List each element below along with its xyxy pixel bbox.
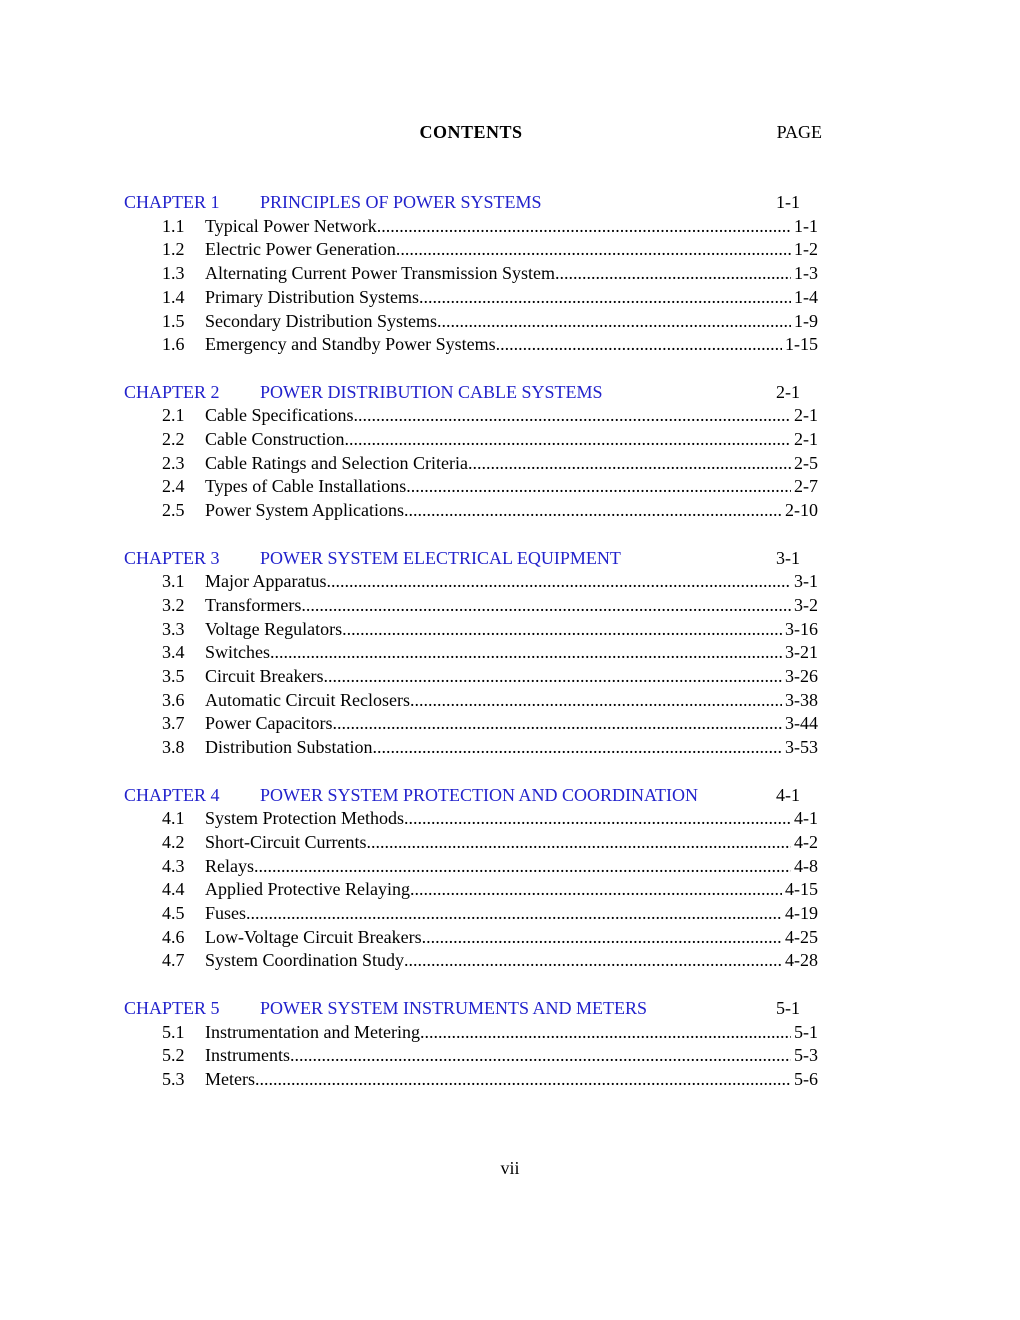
dot-leader (344, 428, 791, 452)
section-number: 3.6 (162, 689, 185, 710)
section-title: Applied Protective Relaying (205, 879, 410, 900)
chapter-page-number: 2-1 (776, 381, 800, 402)
toc-chapter-heading (124, 381, 818, 405)
toc-entry (124, 736, 818, 760)
dot-leader (404, 499, 782, 523)
section-number: 3.2 (162, 594, 185, 615)
toc-entry (124, 902, 818, 926)
toc-chapter-block (124, 547, 818, 760)
page-number: 1-3 (794, 263, 818, 284)
toc-entry (124, 286, 818, 310)
toc-chapter-block (124, 997, 818, 1092)
page-number: 2-5 (794, 452, 818, 473)
section-title: Power Capacitors (205, 713, 333, 734)
dot-leader (342, 618, 782, 642)
section-title: Instrumentation and Metering (205, 1021, 420, 1042)
toc-entry (124, 475, 818, 499)
page-number: 3-38 (785, 689, 818, 710)
section-title: Cable Construction (205, 429, 345, 450)
page-number: 1-1 (794, 215, 818, 236)
section-number: 4.5 (162, 903, 185, 924)
section-number: 5.1 (162, 1021, 185, 1042)
page-number: 1-2 (794, 239, 818, 260)
toc-entry (124, 238, 818, 262)
page-number: 3-2 (794, 594, 818, 615)
toc-entry (124, 428, 818, 452)
chapter-page-number: 3-1 (776, 547, 800, 568)
section-number: 1.6 (162, 334, 185, 355)
toc-entry (124, 1021, 818, 1045)
chapter-title[interactable]: PRINCIPLES OF POWER SYSTEMS (260, 192, 542, 212)
page-number: 3-53 (785, 737, 818, 758)
dot-leader (377, 215, 791, 239)
dot-leader (404, 807, 791, 831)
dot-leader (254, 855, 791, 879)
dot-leader (373, 736, 782, 760)
dot-leader (270, 641, 782, 665)
toc-entry (124, 878, 818, 902)
section-number: 1.3 (162, 263, 185, 284)
section-number: 1.2 (162, 239, 185, 260)
toc-entry (124, 855, 818, 879)
toc-chapter-block (124, 191, 818, 357)
section-title: Circuit Breakers (205, 666, 324, 687)
toc-entry (124, 310, 818, 334)
toc-entry (124, 831, 818, 855)
page-header (124, 120, 822, 144)
toc-entry (124, 215, 818, 239)
section-number: 1.1 (162, 215, 185, 236)
page-number: 3-26 (785, 666, 818, 687)
page-number: 5-6 (794, 1068, 818, 1089)
contents-heading: CONTENTS (419, 122, 523, 142)
chapter-label[interactable]: CHAPTER 1 (124, 192, 220, 212)
section-title: Fuses (205, 903, 247, 924)
dot-leader (290, 1044, 791, 1068)
dot-leader (422, 926, 782, 950)
section-number: 2.1 (162, 405, 185, 426)
toc-entry (124, 594, 818, 618)
section-number: 3.5 (162, 666, 185, 687)
section-title: Cable Specifications (205, 405, 354, 426)
dot-leader (301, 594, 791, 618)
section-number: 2.3 (162, 452, 185, 473)
section-title: Relays (205, 855, 254, 876)
page-number: 3-16 (785, 618, 818, 639)
section-number: 2.5 (162, 500, 185, 521)
section-number: 5.2 (162, 1045, 185, 1066)
toc-chapter-heading (124, 191, 818, 215)
toc-chapter-heading (124, 997, 818, 1021)
section-number: 2.2 (162, 429, 185, 450)
toc-entry (124, 807, 818, 831)
page-number: 2-1 (794, 405, 818, 426)
page-number: 4-2 (794, 831, 818, 852)
section-number: 4.2 (162, 831, 185, 852)
section-title: Power System Applications (205, 500, 404, 521)
dot-leader (323, 665, 782, 689)
chapter-title[interactable]: POWER SYSTEM ELECTRICAL EQUIPMENT (260, 547, 621, 568)
section-number: 3.4 (162, 642, 185, 663)
page-number: 5-3 (794, 1045, 818, 1066)
page-number: 3-21 (785, 642, 818, 663)
toc-chapter-block (124, 381, 818, 523)
page-column-label: PAGE (776, 122, 822, 142)
section-title: Automatic Circuit Reclosers (205, 689, 410, 710)
section-title: Short-Circuit Currents (205, 831, 367, 852)
toc-entry (124, 570, 818, 594)
chapter-label[interactable]: CHAPTER 3 (124, 547, 220, 568)
toc-entry (124, 1068, 818, 1092)
chapter-page-number: 4-1 (776, 784, 800, 805)
chapter-label[interactable]: CHAPTER 5 (124, 997, 220, 1018)
section-number: 3.3 (162, 618, 185, 639)
page-number: 4-1 (794, 808, 818, 829)
section-number: 2.4 (162, 476, 185, 497)
toc-chapter-block (124, 784, 818, 974)
toc-entry (124, 641, 818, 665)
page-number: 1-15 (785, 334, 818, 355)
section-title: Types of Cable Installations (205, 476, 407, 497)
dot-leader (410, 689, 782, 713)
page-number: 4-25 (785, 926, 818, 947)
dot-leader (396, 238, 791, 262)
section-title: Major Apparatus (205, 571, 327, 592)
section-title: Low-Voltage Circuit Breakers (205, 926, 422, 947)
toc (124, 191, 818, 1092)
page-number: 1-9 (794, 310, 818, 331)
section-title: Transformers (205, 594, 302, 615)
section-number: 3.7 (162, 713, 185, 734)
dot-leader (332, 712, 782, 736)
section-number: 4.3 (162, 855, 185, 876)
page-number: 4-15 (785, 879, 818, 900)
section-title: Instruments (205, 1045, 290, 1066)
section-number: 1.4 (162, 286, 185, 307)
dot-leader (410, 878, 782, 902)
dot-leader (420, 1021, 791, 1045)
chapter-label[interactable]: CHAPTER 2 (124, 381, 220, 402)
section-title: Secondary Distribution Systems (205, 310, 437, 331)
chapter-page-number: 5-1 (776, 997, 800, 1018)
section-number: 4.7 (162, 950, 185, 971)
section-title: Electric Power Generation (205, 239, 396, 260)
dot-leader (353, 404, 791, 428)
section-number: 3.1 (162, 571, 185, 592)
dot-leader (496, 333, 782, 357)
page-number-footer: vii (500, 1158, 520, 1178)
page-number: 3-44 (785, 713, 818, 734)
section-number: 4.1 (162, 808, 185, 829)
section-title: Emergency and Standby Power Systems (205, 334, 496, 355)
page-number: 4-8 (794, 855, 818, 876)
section-title: Primary Distribution Systems (205, 286, 420, 307)
page-number: 5-1 (794, 1021, 818, 1042)
chapter-label[interactable]: CHAPTER 4 (124, 784, 220, 805)
section-title: Voltage Regulators (205, 618, 343, 639)
toc-entry (124, 665, 818, 689)
toc-entry (124, 404, 818, 428)
toc-entry (124, 1044, 818, 1068)
page-number: 4-19 (785, 903, 818, 924)
toc-entry (124, 333, 818, 357)
toc-entry (124, 926, 818, 950)
dot-leader (555, 262, 791, 286)
toc-entry (124, 262, 818, 286)
page-number: 2-10 (785, 500, 818, 521)
section-title: System Protection Methods (205, 808, 404, 829)
toc-entry (124, 452, 818, 476)
page-number: 2-7 (794, 476, 818, 497)
toc-chapter-heading (124, 784, 818, 808)
dot-leader (246, 902, 782, 926)
section-number: 1.5 (162, 310, 185, 331)
chapter-title[interactable]: POWER DISTRIBUTION CABLE SYSTEMS (260, 381, 603, 402)
dot-leader (255, 1068, 791, 1092)
toc-entry (124, 949, 818, 973)
page-number: 4-28 (785, 950, 818, 971)
dot-leader (419, 286, 791, 310)
section-title: Cable Ratings and Selection Criteria (205, 452, 468, 473)
dot-leader (366, 831, 791, 855)
toc-entry (124, 618, 818, 642)
dot-leader (326, 570, 791, 594)
toc-entry (124, 499, 818, 523)
section-title: Alternating Current Power Transmission System (205, 263, 555, 284)
page-number: 1-4 (794, 286, 818, 307)
section-number: 5.3 (162, 1068, 185, 1089)
chapter-title[interactable]: POWER SYSTEM PROTECTION AND COORDINATION (260, 784, 699, 805)
chapter-title[interactable]: POWER SYSTEM INSTRUMENTS AND METERS (260, 997, 648, 1018)
section-number: 4.4 (162, 879, 185, 900)
dot-leader (406, 475, 791, 499)
section-title: System Coordination Study (205, 950, 405, 971)
toc-entry (124, 712, 818, 736)
dot-leader (468, 452, 791, 476)
section-title: Typical Power Network (205, 215, 377, 236)
section-number: 3.8 (162, 737, 185, 758)
dot-leader (437, 310, 791, 334)
chapter-page-number: 1-1 (776, 192, 800, 212)
page-number: 3-1 (794, 571, 818, 592)
section-number: 4.6 (162, 926, 185, 947)
toc-entry (124, 689, 818, 713)
section-title: Switches (205, 642, 270, 663)
section-title: Meters (205, 1068, 255, 1089)
toc-chapter-heading (124, 547, 818, 571)
section-title: Distribution Substation (205, 737, 373, 758)
dot-leader (404, 949, 782, 973)
page-number: 2-1 (794, 429, 818, 450)
